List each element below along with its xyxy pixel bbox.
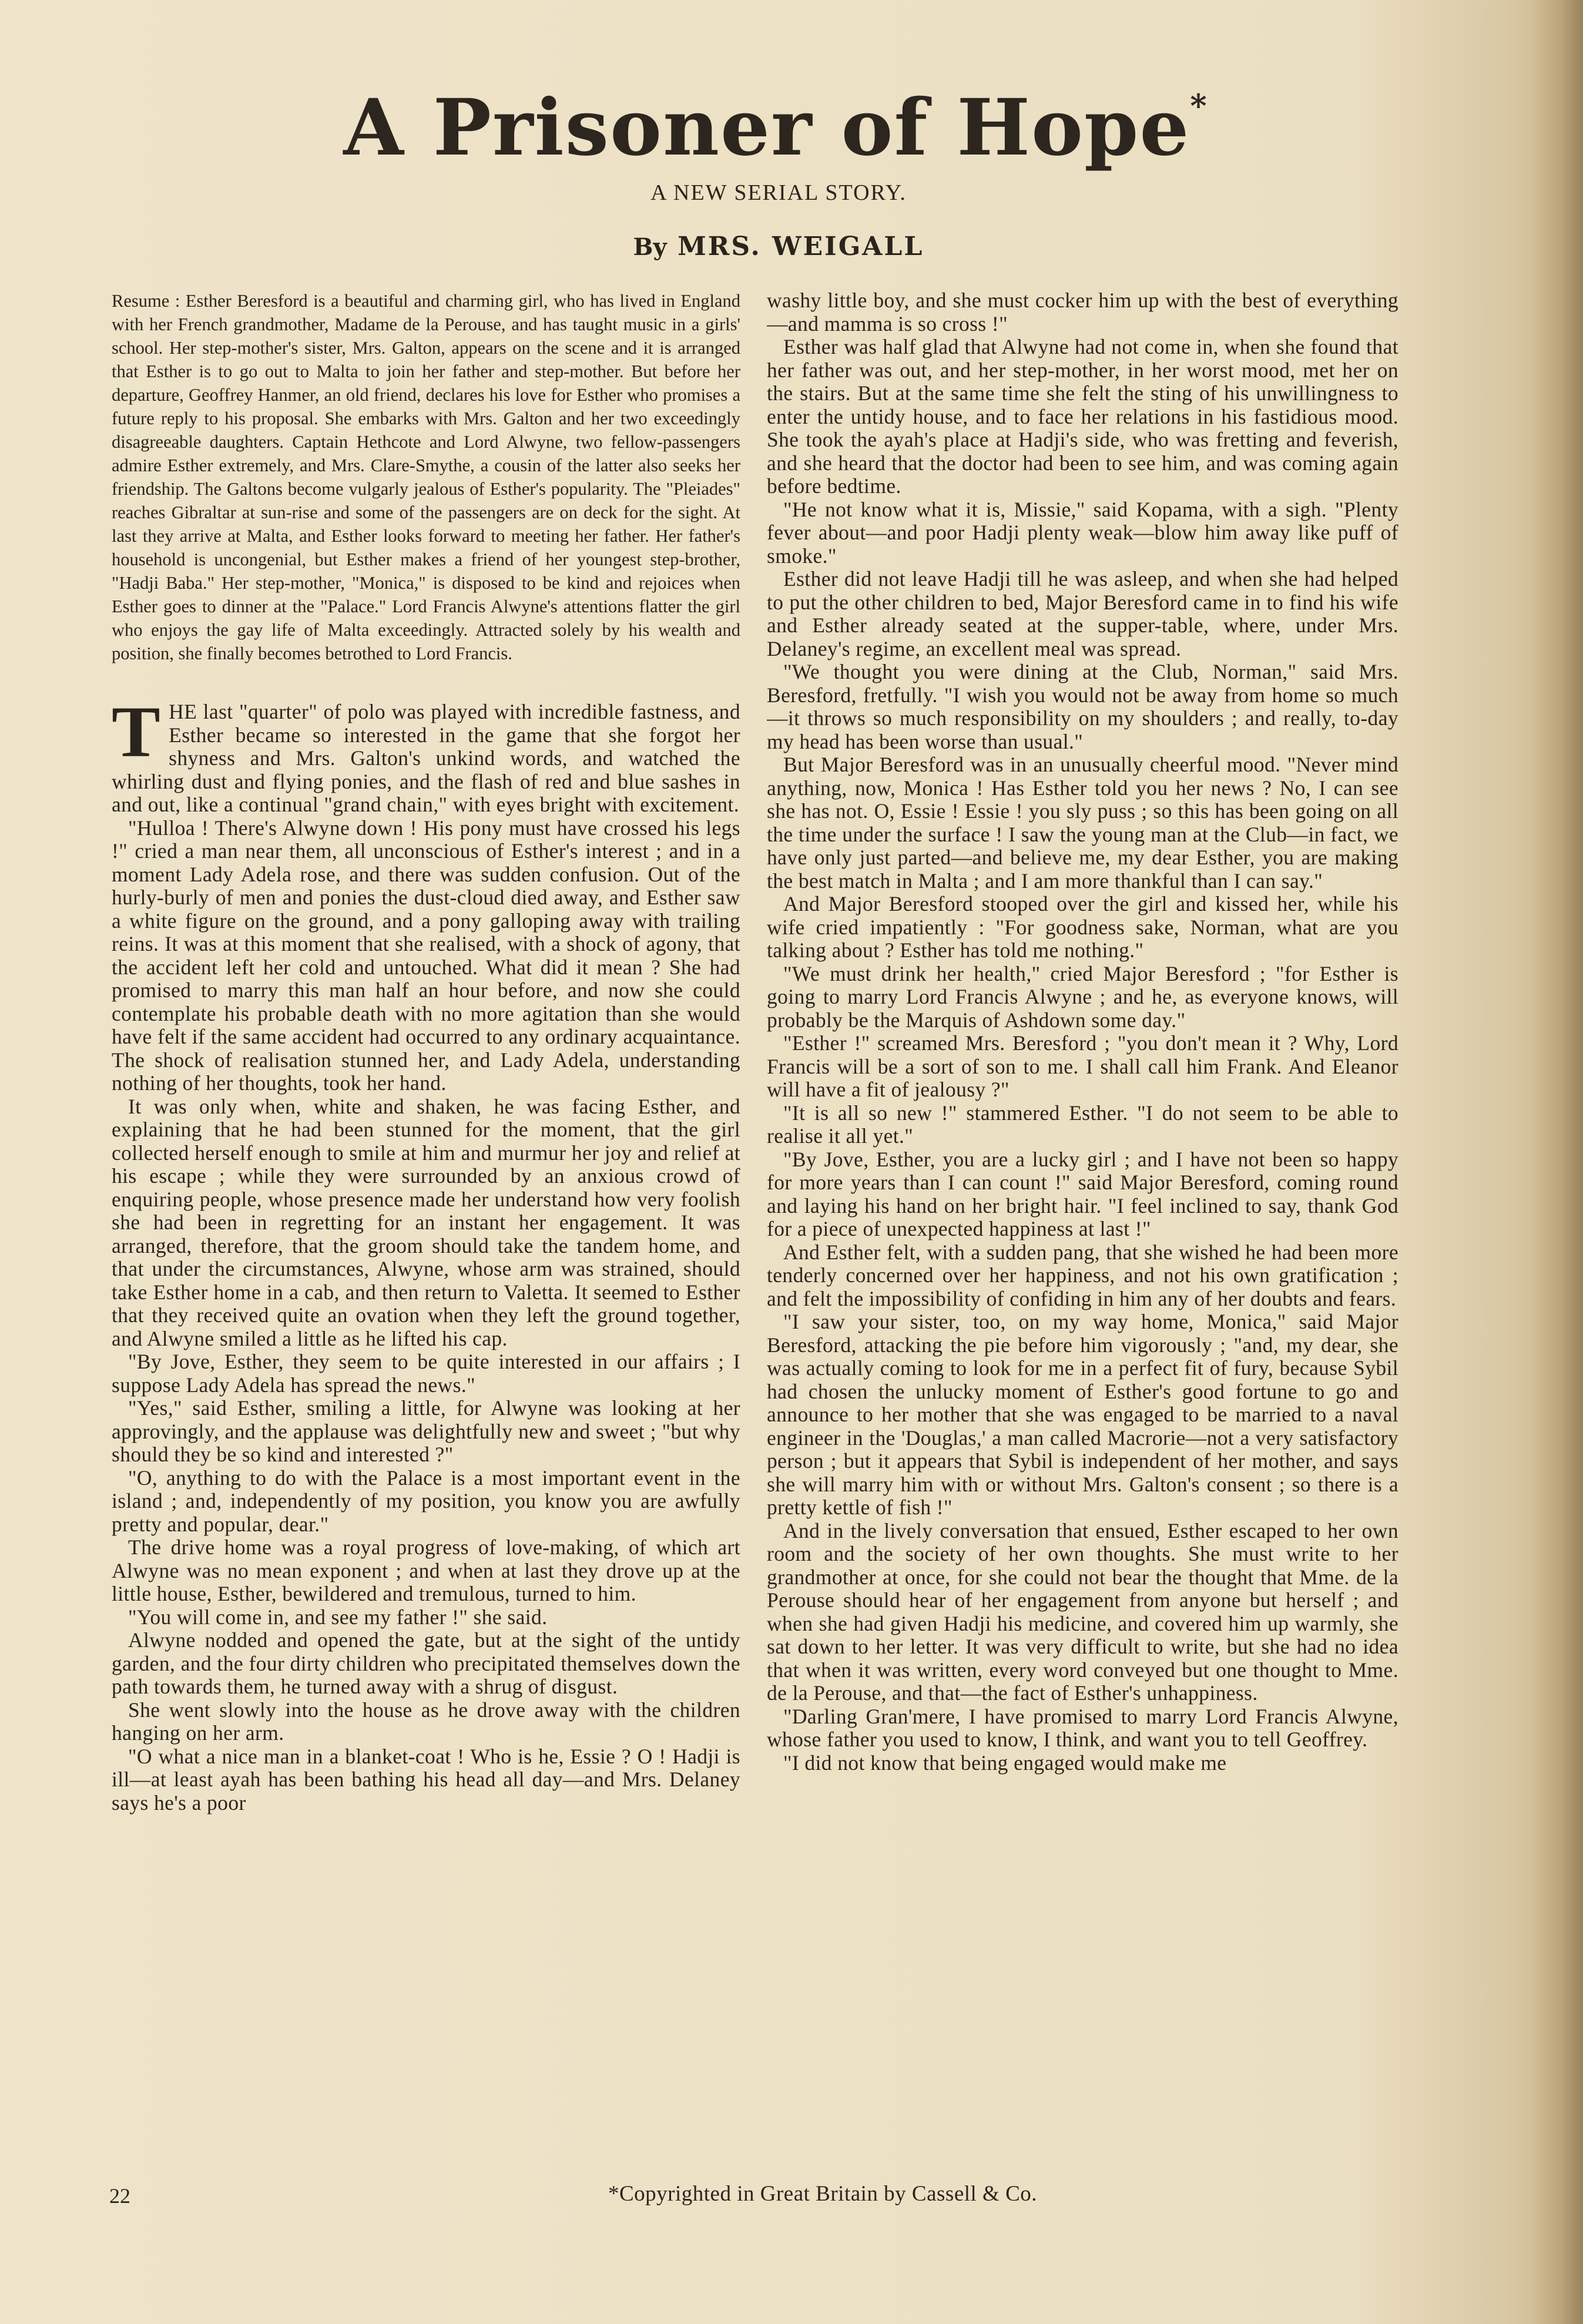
- right-paragraph: "It is all so new !" stammered Esther. "I do not seem to be able to realise it all yet.": [767, 1101, 1398, 1148]
- left-paragraph: "You will come in, and see my father !" she said.: [128, 1605, 548, 1629]
- opening-paragraph-text: HE last "quarter" of polo was played with incredible fastness, and Esther became so interested in the game that she forgot her shyness and Mrs. Galton's unkind words, and watched the whirling dust and flying ponies, and the flash of red and blue sashes in and out, like a continual "grand chain," with eyes bright with excitement.: [112, 700, 740, 816]
- story-title: [317, 82, 1234, 173]
- right-paragraph: "We thought you were dining at the Club, Norman," said Mrs. Beresford, fretfully. "I wish you would not be away from home so much—it throws so much responsibility on my shoulders ; and really, to-day my head has been worse than usual.": [767, 660, 1398, 753]
- left-column: [112, 289, 740, 2175]
- left-paragraph: "O, anything to do with the Palace is a most important event in the island ; and, independently of my position, you know you are awfully pretty and popular, dear.": [112, 1466, 740, 1536]
- right-paragraph: "I saw your sister, too, on my way home, Monica," said Major Beresford, attacking the pie before him vigorously ; "and, my dear, she was actually coming to look for me in a perfect fit of fury, because Sybil had chosen the unlucky moment of Esther's good fortune to go and announce to her mother that she was engaged to be married to a naval engineer in the 'Douglas,' a man called Macrorie—not a very satisfactory person ; but it appears that Sybil is independent of her mother, and says she will marry him with or without Mrs. Galton's consent ; so there is a pretty kettle of fish !": [767, 1310, 1398, 1519]
- page-number: 22: [109, 2184, 130, 2208]
- left-paragraph: She went slowly into the house as he drove away with the children hanging on her arm.: [112, 1698, 740, 1745]
- right-paragraph: washy little boy, and she must cocker him up with the best of everything—and mamma is so cross !": [767, 289, 1398, 336]
- right-paragraph: "Esther !" screamed Mrs. Beresford ; "you don't mean it ? Why, Lord Francis will be a sort of son to me. I shall call him Frank. And Eleanor will have a fit of jealousy ?": [767, 1031, 1398, 1101]
- title-footnote-mark: *: [1190, 87, 1208, 125]
- page-edge-shadow: [1530, 0, 1583, 2324]
- left-paragraph: Alwyne nodded and opened the gate, but at the sight of the untidy garden, and the four dirty children who precipitated themselves down the path towards them, he turned away with a shrug of disgust.: [112, 1628, 740, 1698]
- resume-paragraph: Resume : Esther Beresford is a beautiful and charming girl, who has lived in England with her French grandmother, Madame de la Perouse, and has taught music in a girls' school. Her step-mother's sister, Mrs. Galton, appears on the scene and it is arranged that Esther is to go out to Malta to join her father and step-mother. But before her departure, Geoffrey Hanmer, an old friend, declares his love for Esther who promises a future reply to his proposal. She embarks with Mrs. Galton and her two exceedingly disagreeable daughters. Captain Hethcote and Lord Alwyne, two fellow-passengers admire Esther extremely, and Mrs. Clare-Smythe, a cousin of the latter also seeks her friendship. The Galtons become vulgarly jealous of Esther's popularity. The "Pleiades" reaches Gibraltar at sun-rise and some of the passengers are on deck for the sight. At last they arrive at Malta, and Esther looks forward to meeting her father. Her father's household is uncongenial, but Esther makes a friend of her youngest step-brother, "Hadji Baba." Her step-mother, "Monica," is disposed to be kind and rejoices when Esther goes to dinner at the "Palace." Lord Francis Alwyne's attentions flatter the girl who enjoys the gay life of Malta exceedingly. Attracted solely by his wealth and position, she finally becomes betrothed to Lord Francis.: [112, 291, 740, 663]
- right-column: [767, 289, 1398, 2175]
- right-paragraph: And Esther felt, with a sudden pang, that she wished he had been more tenderly concerned over her happiness, and not his own gratification ; and felt the impossibility of confiding in him any of her doubts and fears.: [767, 1240, 1398, 1310]
- right-paragraph: But Major Beresford was in an unusually cheerful mood. "Never mind anything, now, Monica ! Has Esther told you her news ? No, I can see she has not. O, Essie ! Essie ! you sly puss ; so this has been going on all the time under the surface ! I saw the young man at the Club—in fact, we have only just parted—and believe me, my dear Esther, you are making the best match in Malta ; and I am more thankful than I can say.": [767, 753, 1398, 893]
- right-paragraph: And in the lively conversation that ensued, Esther escaped to her own room and the society of her own thoughts. She must write to her grandmother at once, for she could not bear the thought that Mme. de la Perouse should hear of her engagement from anyone but herself ; and when she had given Hadji his medicine, and covered him up warmly, she sat down to her letter. It was very difficult to write, but she had no idea that when it was written, every word conveyed but one thought to Mme. de la Perouse, and that—the fact of Esther's unhappiness.: [767, 1518, 1398, 1705]
- left-paragraph: "Hulloa ! There's Alwyne down ! His pony must have crossed his legs !" cried a man near them, all unconscious of Esther's interest ; and in a moment Lady Adela rose, and there was sudden confusion. Out of the hurly-burly of men and ponies the dust-cloud died away, and Esther saw a white figure on the ground, and a pony galloping away with trailing reins. It was at this moment that she realised, with a shock of agony, that the accident left her cold and untouched. What did it mean ? She had promised to marry this man half an hour before, and now she could contemplate his probable death with no more agitation than she would have felt if the same accident had occurred to any ordinary acquaintance. The shock of realisation stunned her, and Lady Adela, understanding nothing of her thoughts, took her hand.: [112, 816, 740, 1095]
- right-paragraph: "Darling Gran'mere, I have promised to marry Lord Francis Alwyne, whose father you used to know, I think, and want you to tell Geoffrey.: [767, 1704, 1398, 1751]
- right-paragraph: "We must drink her health," cried Major Beresford ; "for Esther is going to marry Lord Francis Alwyne ; and he, as everyone knows, will probably be the Marquis of Ashdown some day.": [767, 961, 1398, 1032]
- copyright-note: *Copyrighted in Great Britain by Cassell & Co.: [608, 2182, 1038, 2206]
- right-paragraph: "He not know what it is, Missie," said Kopama, with a sigh. "Plenty fever about—and poor Hadji plenty weak—blow him away like puff of smoke.": [767, 497, 1398, 568]
- story-title-text: A Prisoner of Hope: [343, 82, 1190, 173]
- left-paragraph: "Yes," said Esther, smiling a little, for Alwyne was looking at her approvingly, and the applause was delightfully new and sweet ; "but why should they be so kind and interested ?": [112, 1396, 740, 1466]
- drop-cap: T: [112, 692, 161, 772]
- story-subtitle: A NEW SERIAL STORY.: [650, 180, 907, 205]
- right-paragraph: Esther was half glad that Alwyne had not come in, when she found that her father was out, and her step-mother, in her worst mood, met her on the stairs. But at the same time she felt the sting of his unwillingness to enter the untidy house, and to face her relations in his fastidious mood. She took the ayah's place at Hadji's side, who was fretting and feverish, and she heard that the doctor had been to see him, and was coming again before bedtime.: [767, 335, 1398, 498]
- byline-author: MRS. WEIGALL: [678, 232, 924, 261]
- right-paragraph: "I did not know that being engaged would make me: [783, 1750, 1227, 1775]
- left-paragraph: "By Jove, Esther, they seem to be quite interested in our affairs ; I suppose Lady Adela has spread the news.": [112, 1350, 740, 1397]
- byline-prefix: By: [633, 233, 667, 261]
- opening-paragraph: [112, 692, 740, 817]
- right-paragraph: Esther did not leave Hadji till he was asleep, and when she had helped to put the other children to bed, Major Beresford came in to find his wife and Esther already seated at the supper-table, where, under Mrs. Delaney's regime, an excellent meal was spread.: [767, 567, 1398, 660]
- byline: [529, 232, 1028, 261]
- right-paragraph: "By Jove, Esther, you are a lucky girl ; and I have not been so happy for more years than I can count !" said Major Beresford, coming round and laying his hand on her bright hair. "I feel inclined to say, thank God for a piece of unexpected happiness at last !": [767, 1147, 1398, 1240]
- left-paragraph: "O what a nice man in a blanket-coat ! Who is he, Essie ? O ! Hadji is ill—at least ayah has been bathing his head all day—and Mrs. Delaney says he's a poor: [112, 1744, 740, 1815]
- right-paragraph: And Major Beresford stooped over the girl and kissed her, while his wife cried impatiently : "For goodness sake, Norman, what are you talking about ? Esther has told me nothing.": [767, 892, 1398, 962]
- left-paragraph: The drive home was a royal progress of love-making, of which art Alwyne was no mean exponent ; and when at last they drove up at the little house, Esther, bewildered and tremulous, turned to him.: [112, 1535, 740, 1605]
- left-paragraph: It was only when, white and shaken, he was facing Esther, and explaining that he had been stunned for the moment, that the girl collected herself enough to smile at him and murmur her joy and relief at his escape ; while they were surrounded by an anxious crowd of enquiring people, whose presence made her understand how very foolish she had been in regretting for an instant her engagement. It was arranged, therefore, that the groom should take the tandem home, and that under the circumstances, Alwyne, whose arm was strained, should take Esther home in a cab, and then return to Valetta. It seemed to Esther that they received quite an ovation when they left the ground together, and Alwyne smiled a little as he lifted his cap.: [112, 1094, 740, 1350]
